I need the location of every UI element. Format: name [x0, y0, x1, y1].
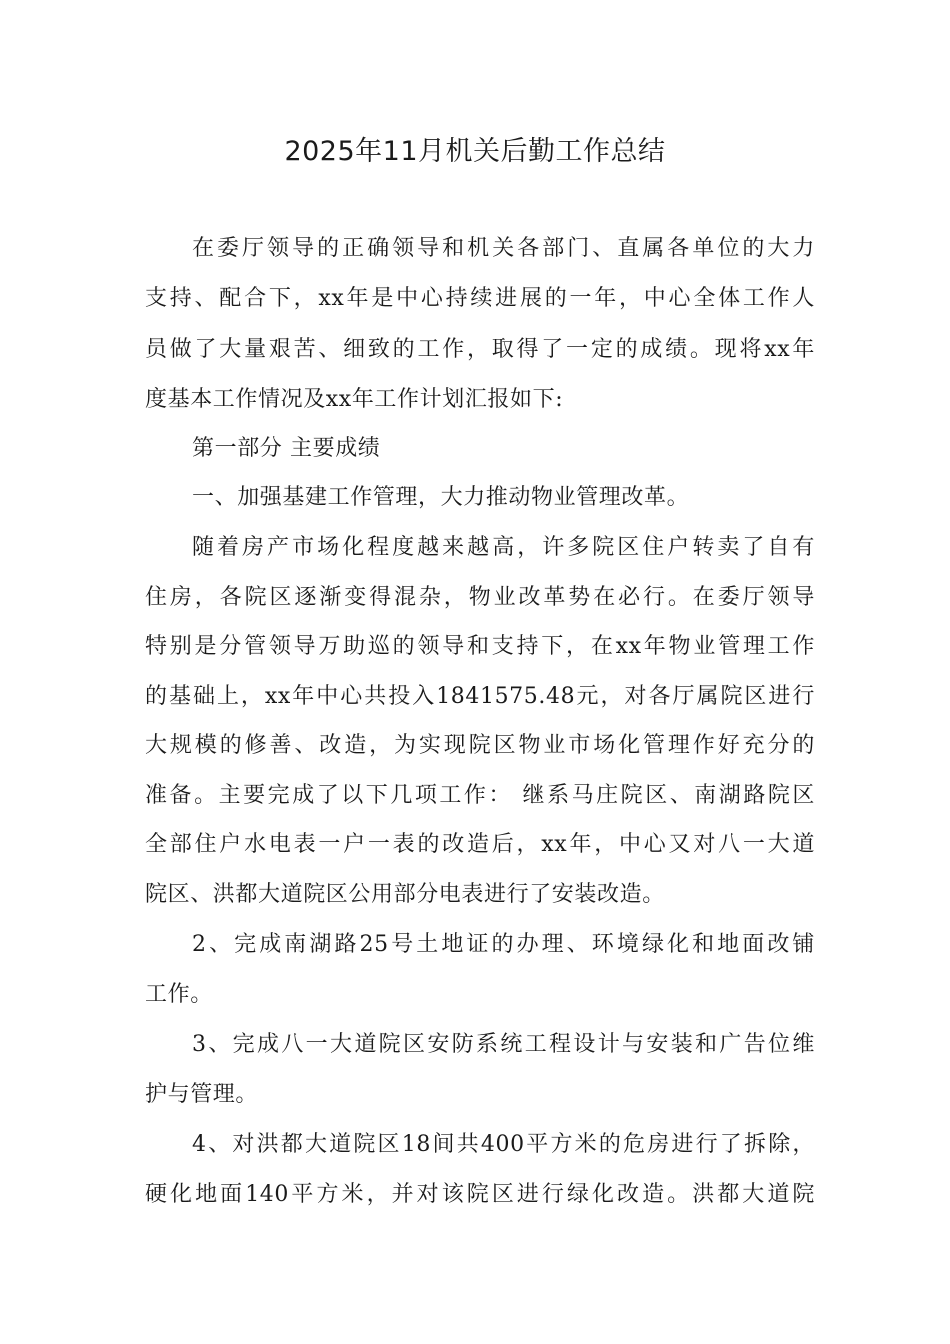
paragraph-line: 特别是分管领导万助巡的领导和支持下，在xx年物业管理工作: [145, 634, 815, 659]
list-item-line: 护与管理。: [145, 1082, 259, 1107]
list-item-line: 硬化地面140平方米，并对该院区进行绿化改造。洪都大道院: [145, 1182, 815, 1207]
paragraph-line: 度基本工作情况及xx年工作计划汇报如下:: [145, 387, 564, 412]
paragraph-line: 随着房产市场化程度越来越高，许多院区住户转卖了自有: [192, 535, 815, 560]
paragraph-line: 大规模的修善、改造，为实现院区物业市场化管理作好充分的: [145, 733, 815, 758]
paragraph-line: 全部住户水电表一户一表的改造后，xx年，中心又对八一大道: [145, 832, 815, 857]
paragraph-line: 住房，各院区逐渐变得混杂，物业改革势在必行。在委厅领导: [145, 585, 815, 610]
paragraph-line: 支持、配合下，xx年是中心持续进展的一年，中心全体工作人: [145, 286, 815, 311]
list-item-line: 2、完成南湖路25号土地证的办理、环境绿化和地面改铺: [192, 932, 815, 957]
paragraph-line: 在委厅领导的正确领导和机关各部门、直属各单位的大力: [192, 236, 815, 261]
paragraph-line: 员做了大量艰苦、细致的工作，取得了一定的成绩。现将xx年: [145, 337, 815, 362]
paragraph-line: 的基础上，xx年中心共投入1841575.48元，对各厅属院区进行: [145, 684, 815, 709]
list-item-line: 4、对洪都大道院区18间共400平方米的危房进行了拆除，: [192, 1132, 815, 1157]
subsection-heading: 一、加强基建工作管理，大力推动物业管理改革。: [192, 485, 690, 510]
section-heading: 第一部分 主要成绩: [192, 436, 381, 461]
list-item-line: 工作。: [145, 982, 213, 1007]
paragraph-line: 院区、洪都大道院区公用部分电表进行了安装改造。: [145, 882, 665, 907]
document-title: 2025年11月机关后勤工作总结: [284, 136, 666, 167]
paragraph-line: 准备。主要完成了以下几项工作： 继系马庄院区、南湖路院区: [145, 783, 815, 808]
list-item-line: 3、完成八一大道院区安防系统工程设计与安装和广告位维: [192, 1032, 815, 1057]
